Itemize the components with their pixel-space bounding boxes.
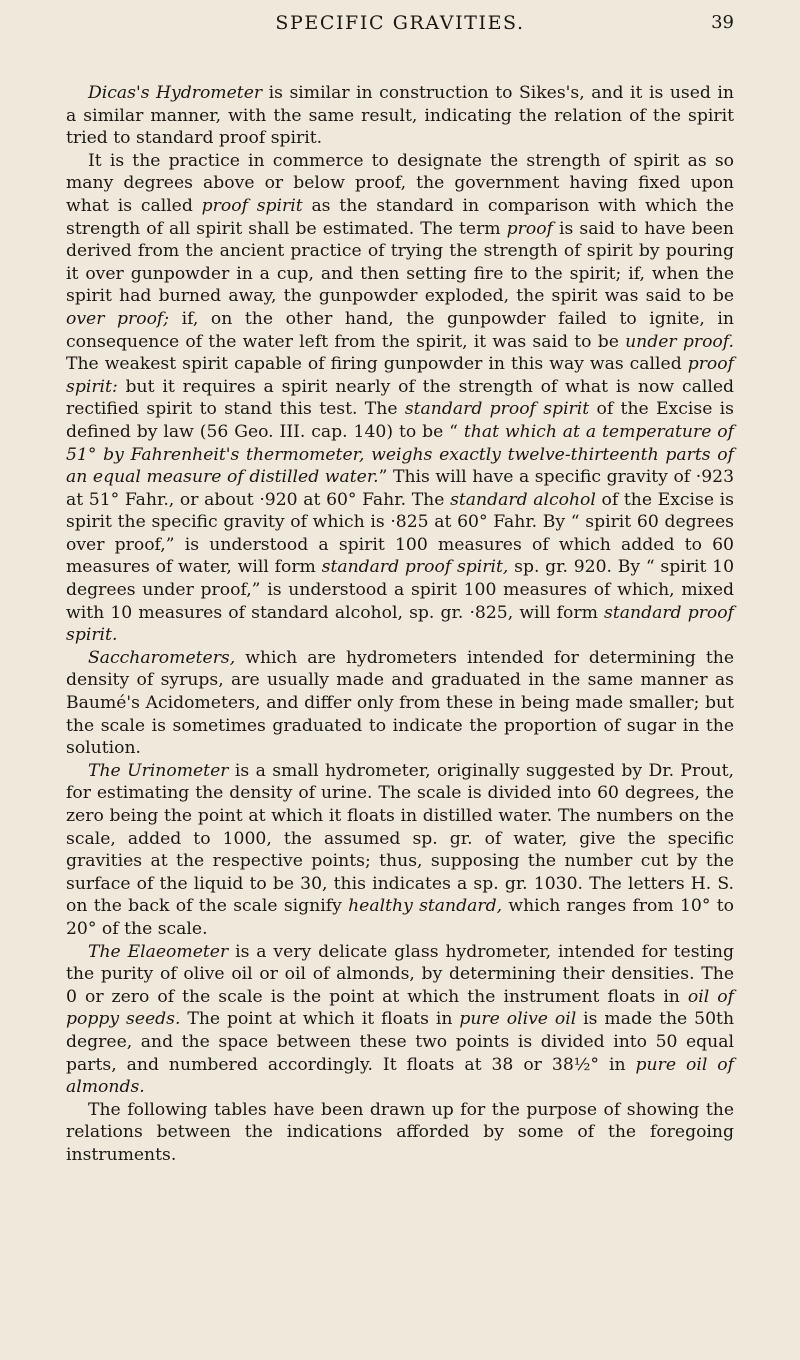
italic-run: proof spirit: [201, 195, 303, 216]
body-text: [66, 82, 734, 1167]
paragraph-saccharometers: [66, 647, 734, 760]
page-number: 39: [711, 12, 734, 33]
text-run: sp. gr. 920. By “ spirit 10 degrees under proof,” is understood a spirit 100 measures of which, mixed with 10 measures of standard alcohol, sp. gr. ·825, will form: [66, 557, 735, 623]
running-title: SPECIFIC GRAVITIES.: [275, 12, 525, 34]
text-run: of the Excise is defined by law (56 Geo. III. cap. 140) to be “: [66, 399, 734, 442]
italic-run: healthy standard,: [348, 896, 503, 917]
text-run: is a very delicate glass hydrometer, intended for testing the purity of olive oil or oil of almonds, by determining their densities. The 0 or zero of the scale is the point at which the instrument floats in: [66, 941, 734, 1007]
text-run: which ranges from 10° to 20° of the scale.: [66, 896, 734, 939]
paragraph-tables-intro: [66, 1099, 734, 1167]
paragraph-urinometer: [66, 760, 734, 941]
italic-run: The Elaeometer: [88, 941, 229, 962]
italic-run: over proof;: [66, 308, 170, 329]
italic-run: oil of poppy seeds.: [66, 986, 735, 1030]
italic-run: standard alcohol: [450, 489, 596, 510]
page-header: [66, 12, 734, 42]
italic-run: proof: [506, 218, 553, 239]
text-run: which are hydrometers intended for determining the density of syrups, are usually made and graduated in the same manner as Baumé's Acidometers, and differ only from these in being made smaller; but the scale is sometimes graduated to indicate the proportion of sugar in the solution.: [66, 647, 734, 759]
italic-run: Dicas's Hydrometer: [88, 83, 263, 103]
italic-run: under proof.: [625, 331, 734, 352]
text-run: is similar in construction to Sikes's, and it is used in a similar manner, with the same result, indicating the relation of the spirit tried to standard proof spirit.: [66, 83, 734, 149]
text-run: is said to have been derived from the ancient practice of trying the strength of spirit by pouring it over gunpowder in a cup, and then setting fire to the spirit; if, when the spirit had burned away, the gunpowder exploded, the spirit was said to be: [66, 218, 734, 307]
italic-run: pure oil of almonds.: [66, 1054, 734, 1098]
italic-run: proof spirit:: [66, 354, 734, 397]
italic-run: standard proof spirit: [404, 399, 590, 420]
text-run: is made the 50th degree, and the space between these two points is divided into 50 equal parts, and numbered accordingly. It floats at 38 or 38½° in: [66, 1009, 735, 1075]
italic-run: that which at a temperature of 51° by Fahrenheit's thermometer, weighs exactly twelve-thirteenth parts of an equal measure of distilled water.: [66, 421, 734, 488]
paragraph-proof-spirit: [66, 150, 734, 647]
text-run: It is the practice in commerce to designate the strength of spirit as so many degrees above or below proof, the government having fixed upon what is called: [66, 150, 734, 216]
text-run: if, on the other hand, the gunpowder failed to ignite, in consequence of the water left from the spirit, it was said to be: [66, 308, 734, 352]
italic-run: standard proof spirit,: [321, 557, 509, 578]
italic-run: Saccharometers,: [88, 647, 236, 668]
text-run: of the Excise is spirit the specific gravity of which is ·825 at 60° Fahr. By “ spirit 60 degrees over proof,” is understood a spirit 100 measures of which added to 60 measures of water, will form: [66, 489, 734, 578]
paragraph-dicas-hydrometer: [66, 82, 734, 150]
text-run: The following tables have been drawn up for the purpose of showing the relations between the indications afforded by some of the foregoing instruments.: [66, 1099, 734, 1165]
text-run: as the standard in comparison with which the strength of all spirit shall be estimated. The term: [66, 195, 734, 239]
italic-run: pure olive oil: [459, 1009, 577, 1030]
text-run: The point at which it floats in: [180, 1009, 460, 1030]
text-run: but it requires a spirit nearly of the strength of what is now called rectified spirit to stand this test. The: [66, 376, 734, 420]
text-run: The weakest spirit capable of firing gunpowder in this way was called: [66, 354, 688, 375]
text-run: ” This will have a specific gravity of ·923 at 51° Fahr., or about ·920 at 60° Fahr. The: [66, 467, 735, 510]
italic-run: The Urinometer: [88, 760, 229, 781]
text-run: is a small hydrometer, originally suggested by Dr. Prout, for estimating the density of urine. The scale is divided into 60 degrees, the zero being the point at which it floats in distilled water. The numbers on the scale, added to 1000, the assumed sp. gr. of water, give the specific gravities at the respective points; thus, supposing the number cut by the surface of the liquid to be 30, this indicates a sp. gr. 1030. The letters H. S. on the back of the scale signify: [66, 760, 734, 917]
italic-run: standard proof spirit.: [66, 602, 734, 646]
paragraph-elaeometer: [66, 941, 734, 1099]
